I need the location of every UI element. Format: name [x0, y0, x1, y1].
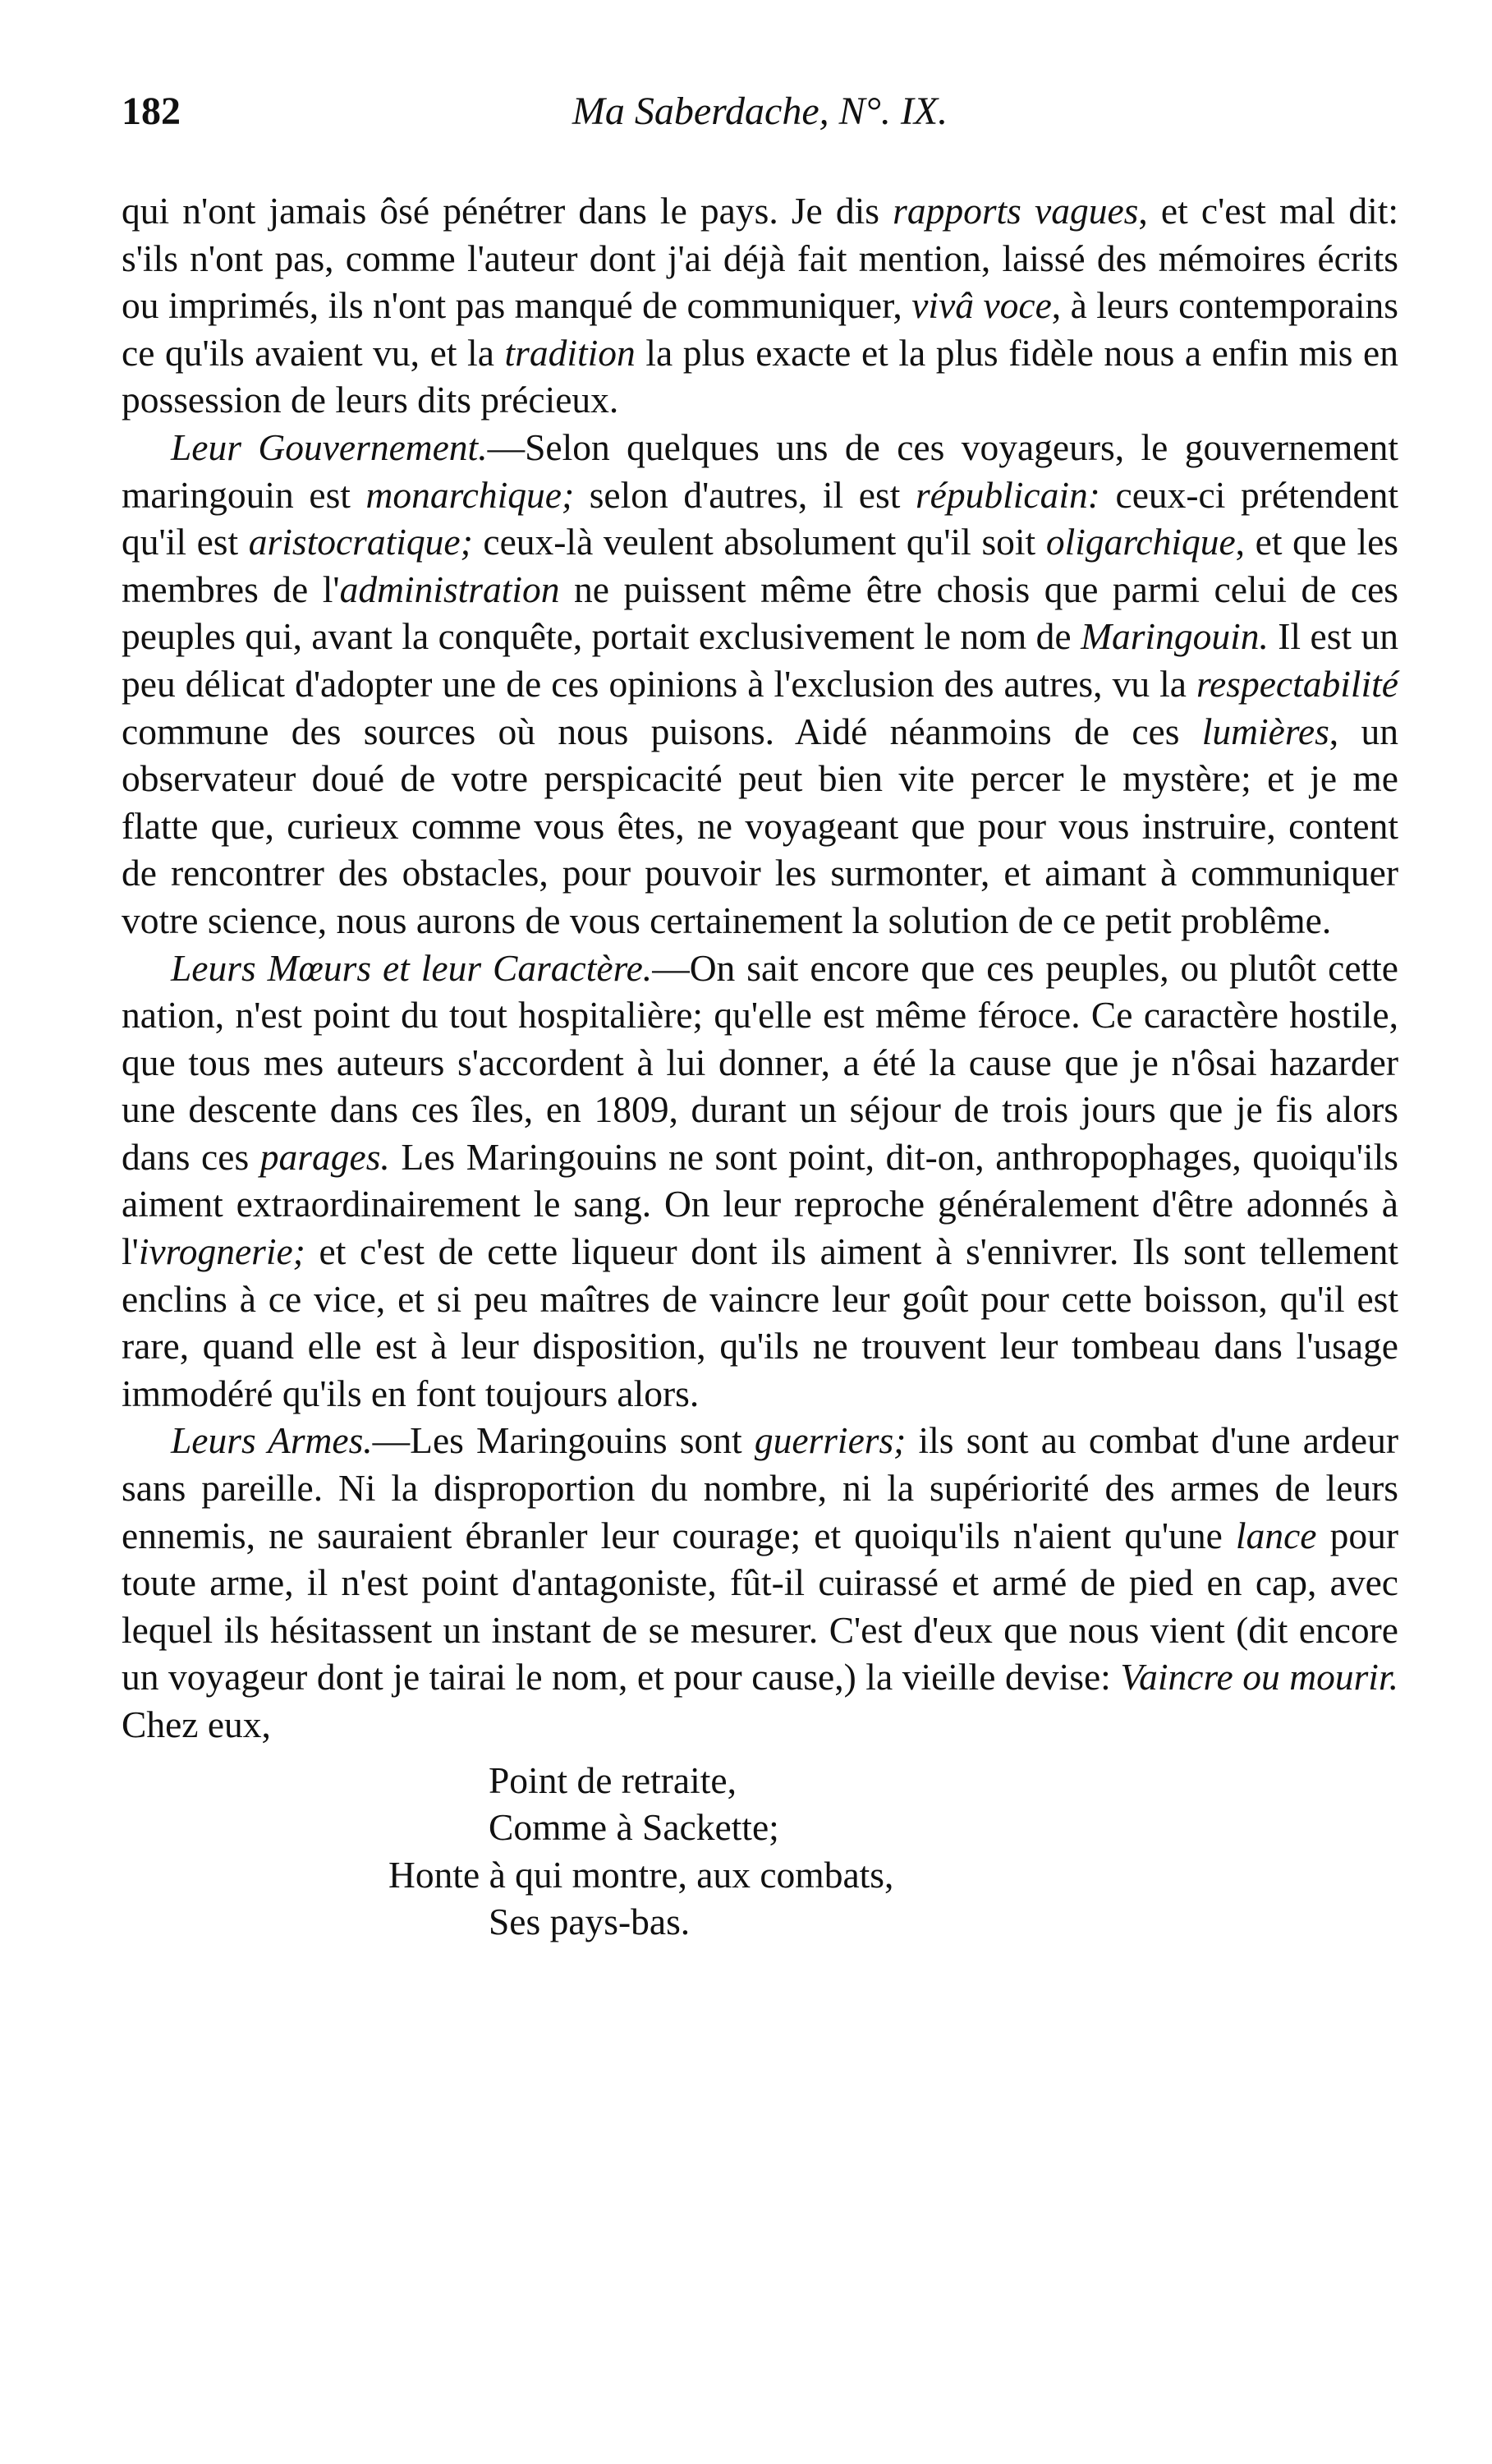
italic-text-run: Maringouin.: [1081, 615, 1269, 658]
italic-text-run: Leur Gouvernement.: [171, 425, 488, 468]
paragraph: [122, 945, 1398, 1418]
paragraph: [122, 1417, 1398, 1748]
verse-line: Point de retraite,: [489, 1758, 737, 1801]
text-run: commune des sources où nous puisons. Aidé néanmoins de ces: [122, 710, 1202, 752]
page-number: 182: [122, 90, 181, 133]
body-text: [122, 187, 1398, 1946]
text-run: pour toute arme, il n'est point d'antagoniste, fût-il cuirassé et armé de pied en cap, avec lequel ils hésitassent un instant de se mesurer. C'est d'eux que nous vient (dit encore un voyageur dont je tairai le nom, et pour cause,) la vieille devise:: [122, 1514, 1398, 1699]
italic-text-run: Vaincre ou mourir.: [1120, 1656, 1398, 1699]
text-run: ne puissent même être chosis que parmi celui de ces peuples qui, avant la conquête, portait exclusivement le nom de: [122, 568, 1398, 658]
italic-text-run: vivâ voce: [911, 284, 1052, 327]
text-run: —Les Maringouins sont: [372, 1419, 755, 1462]
text-run: et c'est de cette liqueur dont ils aiment à s'ennivrer. Ils sont tellement enclins à ce vice, et si peu maîtres de vaincre leur goût pour cette boisson, qu'il est rare, quand elle est à leur disposition, qu'ils ne trouvent leur tombeau dans l'usage immodéré qu'ils en font toujours alors.: [122, 1230, 1398, 1414]
italic-text-run: aristocratique;: [248, 521, 473, 563]
text-run: selon d'autres, il est: [574, 473, 916, 516]
text-run: Les Maringouins ne sont point, dit-on, anthropophages, quoiqu'ils aiment extraordinairement le sang. On leur reproche généralement d'être adonnés à l': [122, 1135, 1398, 1273]
verse-line: Ses pays-bas.: [489, 1901, 691, 1943]
text-run: qui n'ont jamais ôsé pénétrer dans le pays. Je dis: [122, 190, 893, 232]
italic-text-run: respectabilité: [1196, 662, 1398, 705]
running-title: Ma Saberdache, N°. IX.: [572, 90, 948, 133]
verse-line: Honte à qui montre, aux combats,: [388, 1853, 894, 1896]
verse: [122, 1757, 1398, 1946]
italic-text-run: lance: [1235, 1514, 1317, 1556]
text-run: ils sont au combat d'une ardeur sans pareille. Ni la disproportion du nombre, ni la supériorité des armes de leurs ennemis, ne sauraient ébranler leur courage; et quoiqu'ils n'aient qu'une: [122, 1419, 1399, 1556]
paragraph: [122, 424, 1398, 945]
page-header: [122, 89, 1398, 146]
italic-text-run: administration: [339, 568, 560, 610]
text-run: , et que les membres de l': [122, 521, 1399, 610]
text-run: Il est un peu délicat d'adopter une de ces opinions à l'exclusion des autres, vu la: [122, 615, 1398, 705]
italic-text-run: Leurs Armes.: [171, 1419, 373, 1462]
verse-line: Comme à Sackette;: [489, 1806, 779, 1849]
text-run: la plus exacte et la plus fidèle nous a enfin mis en possession de leurs dits précieux.: [122, 331, 1399, 421]
italic-text-run: républicain:: [915, 473, 1100, 516]
paragraph: [122, 187, 1398, 424]
italic-text-run: parages.: [259, 1135, 390, 1178]
italic-text-run: tradition: [504, 331, 636, 374]
text-run: ceux-là veulent absolument qu'il soit: [472, 521, 1046, 563]
text-run: —On sait encore que ces peuples, ou plutôt cette nation, n'est point du tout hospitalière; qu'elle est même féroce. Ce caractère hostile, que tous mes auteurs s'accordent à lui donner, a été la cause que je n'ôsai hazarder une descente dans ces îles, en 1809, durant un séjour de trois jours que je fis alors dans ces: [122, 946, 1398, 1178]
italic-text-run: ivrognerie;: [138, 1230, 305, 1273]
text-run: , à leurs contemporains ce qu'ils avaient vu, et la: [122, 284, 1398, 374]
italic-text-run: rapports vagues: [893, 190, 1139, 232]
text-run: , un observateur doué de votre perspicacité peut bien vite percer le mystère; et je me flatte que, curieux comme vous êtes, ne voyageant que pour vous instruire, content de rencontrer des obstacles, pour pouvoir les surmonter, et aimant à communiquer votre science, nous aurons de vous certainement la solution de ce petit problême.: [122, 710, 1398, 941]
text-run: —Selon quelques uns de ces voyageurs, le gouvernement maringouin est: [122, 425, 1398, 516]
italic-text-run: oligarchique: [1045, 521, 1236, 563]
text-run: ceux-ci prétendent qu'il est: [122, 473, 1398, 563]
text-run: Chez eux,: [122, 1703, 271, 1745]
italic-text-run: monarchique;: [365, 473, 575, 516]
italic-text-run: guerriers;: [754, 1419, 907, 1462]
italic-text-run: Leurs Mœurs et leur Caractère.: [171, 946, 653, 989]
italic-text-run: lumières: [1201, 710, 1329, 752]
text-run: , et c'est mal dit: s'ils n'ont pas, comme l'auteur dont j'ai déjà fait mention, laissé des mémoires écrits ou imprimés, ils n'ont pas manqué de communiquer,: [122, 190, 1399, 327]
